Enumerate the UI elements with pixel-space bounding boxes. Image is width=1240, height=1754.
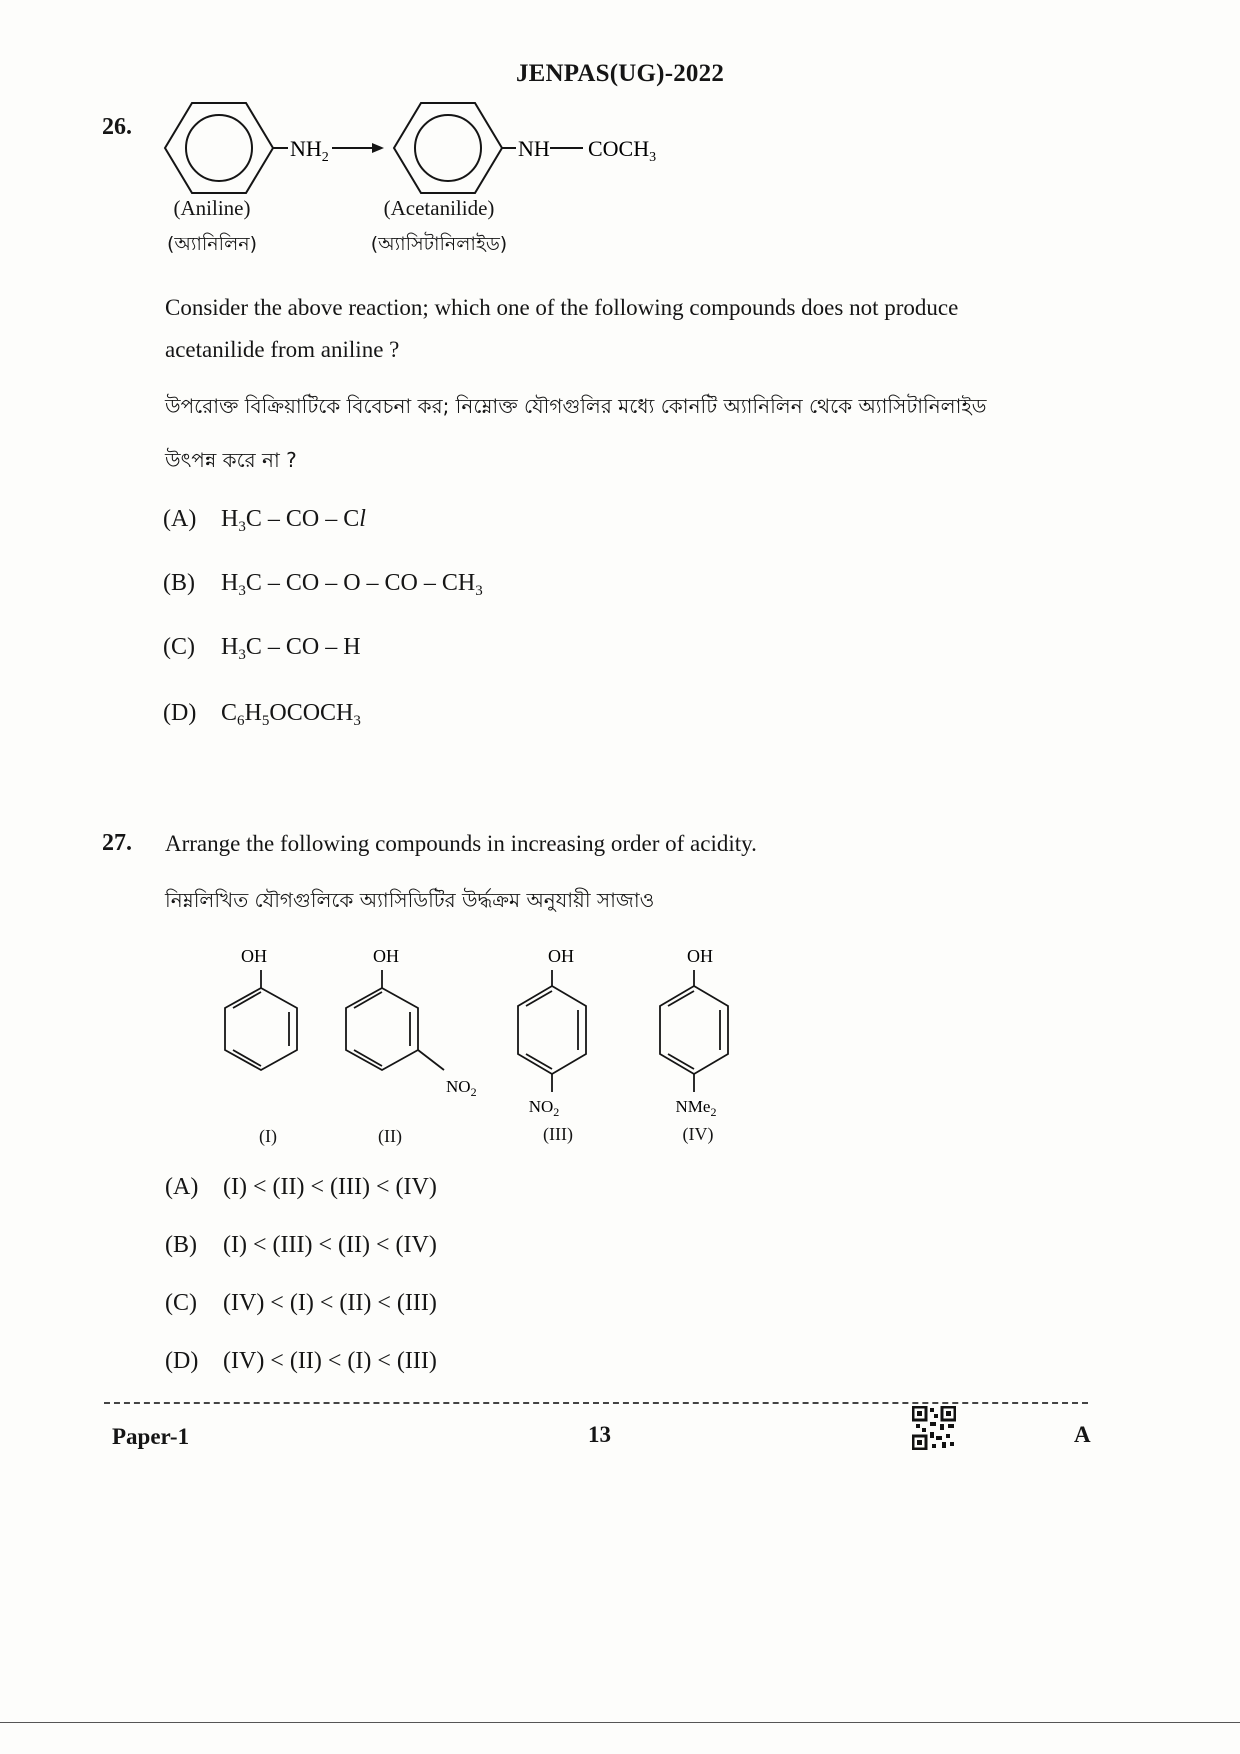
- svg-text:NO2: $NO_2$: [528, 1097, 560, 1119]
- q27-option-a[interactable]: (A) (I) < (II) < (III) < (IV): [165, 1174, 437, 1200]
- aniline-nh2-label: $NH_2$: [290, 136, 329, 165]
- svg-text:NMe2: NMe$_2$: [675, 1097, 717, 1119]
- svg-text:NO2: $NO_2$: [446, 1077, 477, 1099]
- footer-page-number: 13: [588, 1422, 611, 1447]
- compound-iv-structure: [660, 946, 728, 1119]
- q26-option-d[interactable]: (D) $C_6H_5OCOCH_3$: [163, 700, 361, 729]
- svg-text:OH: OH: [548, 946, 574, 966]
- svg-text:OH: OH: [687, 946, 713, 966]
- aniline-to-acetanilide-reaction: [150, 98, 710, 198]
- question-26-text-en-line1: Consider the above reaction; which one of the following compounds does not produce: [165, 295, 959, 320]
- aniline-caption-bn: (অ্যানিলিন): [166, 233, 257, 255]
- compound-i-structure: [225, 946, 297, 1070]
- q27-option-b[interactable]: (B) (I) < (III) < (II) < (IV): [165, 1232, 437, 1258]
- footer-divider: [104, 1402, 1088, 1404]
- page-header-title: JENPAS(UG)-2022: [515, 60, 725, 87]
- acetanilide-nh-label: NH: [518, 136, 550, 161]
- footer-paper-label: Paper-1: [112, 1424, 190, 1449]
- compound-i-label: (I): [259, 1126, 277, 1146]
- phenol-compounds-structures: [200, 940, 760, 1140]
- qr-code-icon: [912, 1406, 956, 1450]
- question-26-text-bn-line1: উপরোক্ত বিক্রিয়াটিকে বিবেচনা কর; নিম্নোক্ত যৌগগুলির মধ্যে কোনটি অ্যানিলিন থেকে অ্যাসিটানিলাইড: [165, 394, 987, 418]
- q27-option-d[interactable]: (D) (IV) < (II) < (I) < (III): [165, 1348, 437, 1374]
- question-27-text-bn: নিম্নলিখিত যৌগগুলিকে অ্যাসিডিটির উর্দ্ধক্রম অনুযায়ী সাজাও: [165, 888, 655, 912]
- acetanilide-caption-bn: (অ্যাসিটানিলাইড): [370, 233, 508, 255]
- compound-iii-label: (III): [543, 1124, 573, 1144]
- compound-iv-label: (IV): [682, 1124, 714, 1144]
- question-27-text-en: Arrange the following compounds in increasing order of acidity.: [165, 831, 757, 856]
- acetanilide-coch3-label: $COCH_3$: [588, 136, 657, 165]
- question-26-number: 26.: [102, 114, 132, 140]
- q26-option-c[interactable]: (C) $H_3C$ – CO – H: [163, 634, 361, 663]
- q27-option-c[interactable]: (C) (IV) < (I) < (II) < (III): [165, 1290, 437, 1316]
- page-bottom-rule: [0, 1722, 1240, 1723]
- question-26-text-en-line2: acetanilide from aniline ?: [165, 337, 400, 362]
- aniline-caption-en: (Aniline): [173, 196, 251, 220]
- svg-text:OH: OH: [241, 946, 267, 966]
- acetanilide-caption-en: (Acetanilide): [383, 196, 495, 220]
- q26-option-b[interactable]: (B) $H_3C$ – CO – O – CO – $CH_3$: [163, 570, 483, 599]
- q26-option-a[interactable]: (A) $H_3C$ – CO – Cl: [163, 506, 366, 535]
- compound-ii-label: (II): [378, 1126, 402, 1146]
- question-27-number: 27.: [102, 830, 132, 856]
- svg-text:OH: OH: [373, 946, 399, 966]
- compound-ii-structure: [346, 946, 477, 1099]
- compound-iii-structure: [518, 946, 586, 1119]
- question-26-text-bn-line2: উৎপন্ন করে না ?: [165, 448, 297, 472]
- footer-set-code: A: [1074, 1422, 1091, 1447]
